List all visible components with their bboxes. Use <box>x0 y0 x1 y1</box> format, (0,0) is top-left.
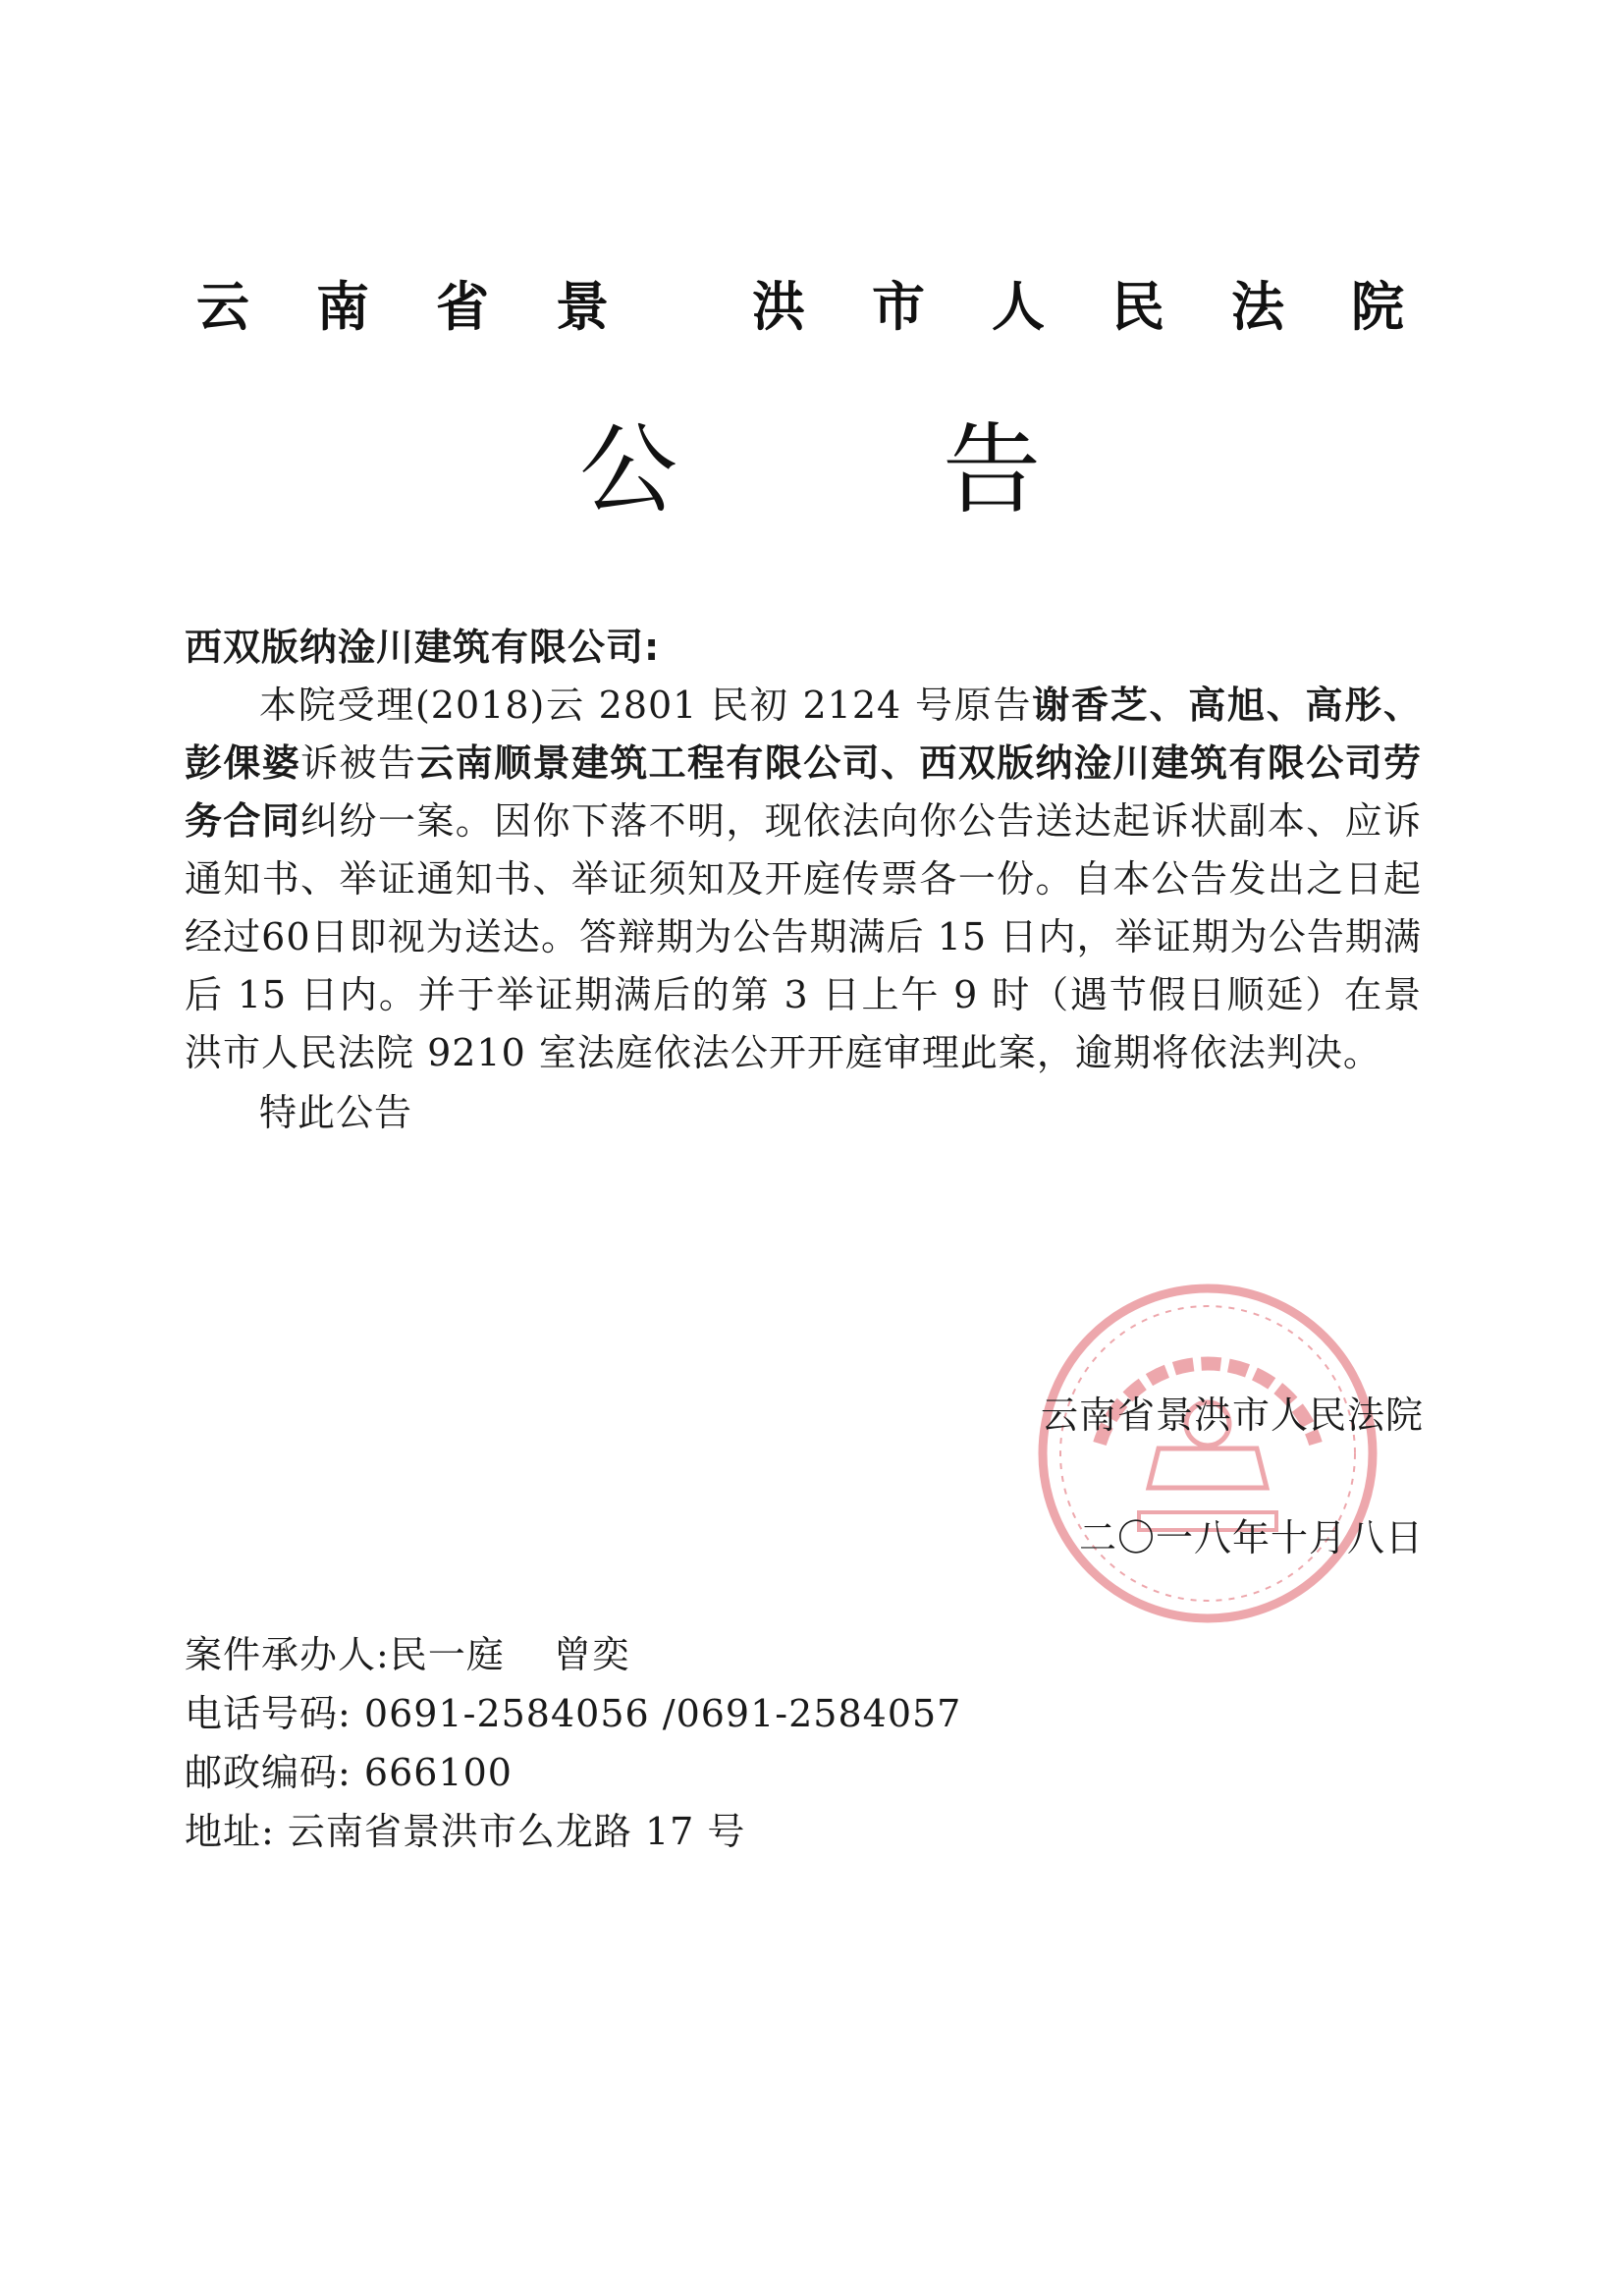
court-seal <box>1031 1277 1384 1630</box>
closing-phrase: 特此公告 <box>259 1091 413 1134</box>
paragraph-text: 本院受理(2018)云 2801 民初 2124 号原告 <box>259 683 1033 727</box>
phone-value: 0691-2584056 /0691-2584057 <box>363 1692 962 1735</box>
court-name-char: 市 <box>872 275 925 338</box>
notice-body <box>185 619 1422 1142</box>
contact-address <box>185 1802 1363 1861</box>
court-name-char: 省 <box>436 275 489 338</box>
court-name-char: 南 <box>316 275 369 338</box>
signing-court: 云南省景洪市人民法院 <box>1040 1394 1424 1437</box>
court-name-char: 景 <box>556 275 609 338</box>
notice-title-char: 告 <box>943 412 1041 527</box>
contact-handler <box>185 1625 1363 1684</box>
court-name-char: 民 <box>1111 275 1164 338</box>
contact-postal <box>185 1743 1363 1802</box>
signing-date: 二〇一八年十月八日 <box>1078 1516 1424 1559</box>
court-name-char: 法 <box>1231 275 1284 338</box>
postal-label: 邮政编码: <box>185 1751 352 1794</box>
contact-info <box>185 1625 1363 1861</box>
court-name-char: 人 <box>992 275 1045 338</box>
phone-label: 电话号码: <box>185 1692 352 1735</box>
plaintiff-names: 谢香芝、高旭、高彤、彭倮婆 <box>185 683 1422 785</box>
paragraph-text: 纠纷一案。因你下落不明，现依法向你公告送达起诉状副本、应诉通知书、举证通知书、举证须知及开庭传票各一份。自本公告发出之日起经过60日即视为送达。答辩期为公告期满后 15 日内，举证期为公告期满后 15 日内。并于举证期满后的第 3 日上午 9 时（遇节假日顺延）在景洪市人民法院 9210 室法庭依法公开开庭审理此案，逾期将依法判决。 <box>185 799 1422 1074</box>
handler-dept: 民一庭 <box>389 1633 505 1676</box>
postal-value: 666100 <box>363 1751 513 1794</box>
addressee: 西双版纳淦川建筑有限公司: <box>185 626 661 669</box>
seal-emblem <box>1149 1449 1267 1488</box>
court-name-char: 院 <box>1351 275 1404 338</box>
court-name-heading <box>196 263 1404 342</box>
court-name-char: 洪 <box>752 275 805 338</box>
seal-outer-ring <box>1043 1288 1373 1618</box>
court-name-char: 云 <box>196 275 249 338</box>
handler-name: 曾奕 <box>553 1633 630 1676</box>
defendant-names: 云南顺景建筑工程有限公司、西双版纳淦川建筑有限公司劳务合同 <box>185 741 1422 843</box>
contact-phone <box>185 1684 1363 1743</box>
notice-paragraph <box>185 677 1422 1082</box>
handler-label: 案件承办人: <box>185 1633 390 1676</box>
notice-title <box>579 403 1041 527</box>
notice-title-char: 公 <box>579 412 677 527</box>
address-label: 地址: <box>185 1810 275 1853</box>
address-value: 云南省景洪市么龙路 17 号 <box>287 1810 746 1853</box>
paragraph-text: 诉被告 <box>300 741 417 785</box>
